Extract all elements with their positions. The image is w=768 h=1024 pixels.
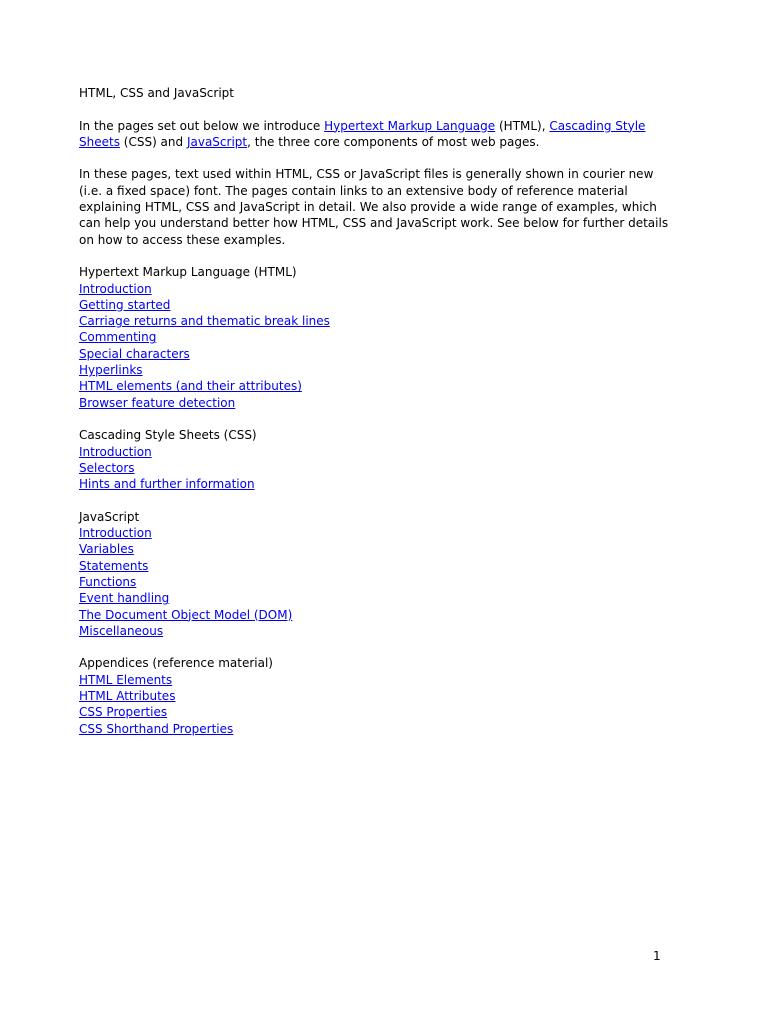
- list-item: [79, 574, 679, 590]
- link-browser-feature-detection[interactable]: Browser feature detection: [79, 395, 236, 410]
- list-item: [79, 672, 679, 688]
- link-carriage-returns-and-thematic-break-lines[interactable]: Carriage returns and thematic break lines: [79, 314, 330, 329]
- sections-container: [79, 264, 679, 737]
- link-css-properties[interactable]: CSS Properties: [79, 705, 168, 720]
- page-number: 1: [653, 949, 661, 963]
- link-html-elements[interactable]: HTML Elements: [79, 672, 173, 687]
- intro-text-after-css: (CSS) and: [119, 134, 187, 149]
- link-list: [79, 281, 679, 411]
- link-list: [79, 444, 679, 493]
- link-the-document-object-model-dom[interactable]: The Document Object Model (DOM): [79, 607, 293, 622]
- section-hypertext-markup-language-html: [79, 264, 679, 411]
- list-item: [79, 721, 679, 737]
- list-item: [79, 313, 679, 329]
- list-item: [79, 704, 679, 720]
- list-item: [79, 346, 679, 362]
- list-item: [79, 688, 679, 704]
- link-hypertext-markup-language[interactable]: Hypertext Markup Language: [324, 118, 496, 133]
- list-item: [79, 558, 679, 574]
- link-statements[interactable]: Statements: [79, 558, 149, 573]
- link-variables[interactable]: Variables: [79, 542, 134, 557]
- list-item: [79, 525, 679, 541]
- section-heading: Appendices (reference material): [79, 656, 273, 671]
- list-item: [79, 378, 679, 394]
- link-hints-and-further-information[interactable]: Hints and further information: [79, 477, 255, 492]
- section-appendices-reference-material: [79, 655, 679, 736]
- section-javascript: [79, 509, 679, 639]
- link-javascript[interactable]: JavaScript: [186, 134, 248, 149]
- link-special-characters[interactable]: Special characters: [79, 346, 190, 361]
- list-item: [79, 395, 679, 411]
- list-item: [79, 444, 679, 460]
- list-item: [79, 329, 679, 345]
- list-item: [79, 476, 679, 492]
- list-item: [79, 623, 679, 639]
- section-cascading-style-sheets-css: [79, 427, 679, 492]
- section-heading: Hypertext Markup Language (HTML): [79, 265, 297, 280]
- link-commenting[interactable]: Commenting: [79, 330, 157, 345]
- link-cascading-style-sheets[interactable]: Cascading Style Sheets: [79, 118, 646, 149]
- intro-text-before: In the pages set out below we introduce: [79, 118, 325, 133]
- link-html-elements-and-their-attributes[interactable]: HTML elements (and their attributes): [79, 379, 302, 394]
- link-css-shorthand-properties[interactable]: CSS Shorthand Properties: [79, 721, 234, 736]
- section-heading: Cascading Style Sheets (CSS): [79, 428, 257, 443]
- document-title: HTML, CSS and JavaScript: [79, 86, 234, 100]
- link-hyperlinks[interactable]: Hyperlinks: [79, 363, 143, 378]
- intro-paragraph: [79, 118, 679, 151]
- link-introduction[interactable]: Introduction: [79, 281, 152, 296]
- list-item: [79, 607, 679, 623]
- link-event-handling[interactable]: Event handling: [79, 591, 170, 606]
- list-item: [79, 281, 679, 297]
- link-introduction[interactable]: Introduction: [79, 444, 152, 459]
- link-list: [79, 672, 679, 737]
- intro-text-after-html: (HTML),: [495, 118, 550, 133]
- list-item: [79, 541, 679, 557]
- link-selectors[interactable]: Selectors: [79, 460, 135, 475]
- description-paragraph: In these pages, text used within HTML, CSS or JavaScript files is generally shown in courier new (i.e. a fixed space) font. The pages contain links to an extensive body of reference material explaining HTML, CSS and JavaScript in detail. We also provide a wide range of examples, which can help you understand better how HTML, CSS and JavaScript work. See below for further details on how to access these examples.: [79, 167, 669, 247]
- link-functions[interactable]: Functions: [79, 574, 137, 589]
- link-html-attributes[interactable]: HTML Attributes: [79, 688, 176, 703]
- list-item: [79, 460, 679, 476]
- link-introduction[interactable]: Introduction: [79, 526, 152, 541]
- list-item: [79, 297, 679, 313]
- document-page: [79, 85, 679, 753]
- link-getting-started[interactable]: Getting started: [79, 297, 171, 312]
- link-miscellaneous[interactable]: Miscellaneous: [79, 623, 164, 638]
- link-list: [79, 525, 679, 639]
- list-item: [79, 362, 679, 378]
- intro-text-after-js: , the three core components of most web pages.: [247, 134, 540, 149]
- section-heading: JavaScript: [79, 509, 140, 524]
- list-item: [79, 590, 679, 606]
